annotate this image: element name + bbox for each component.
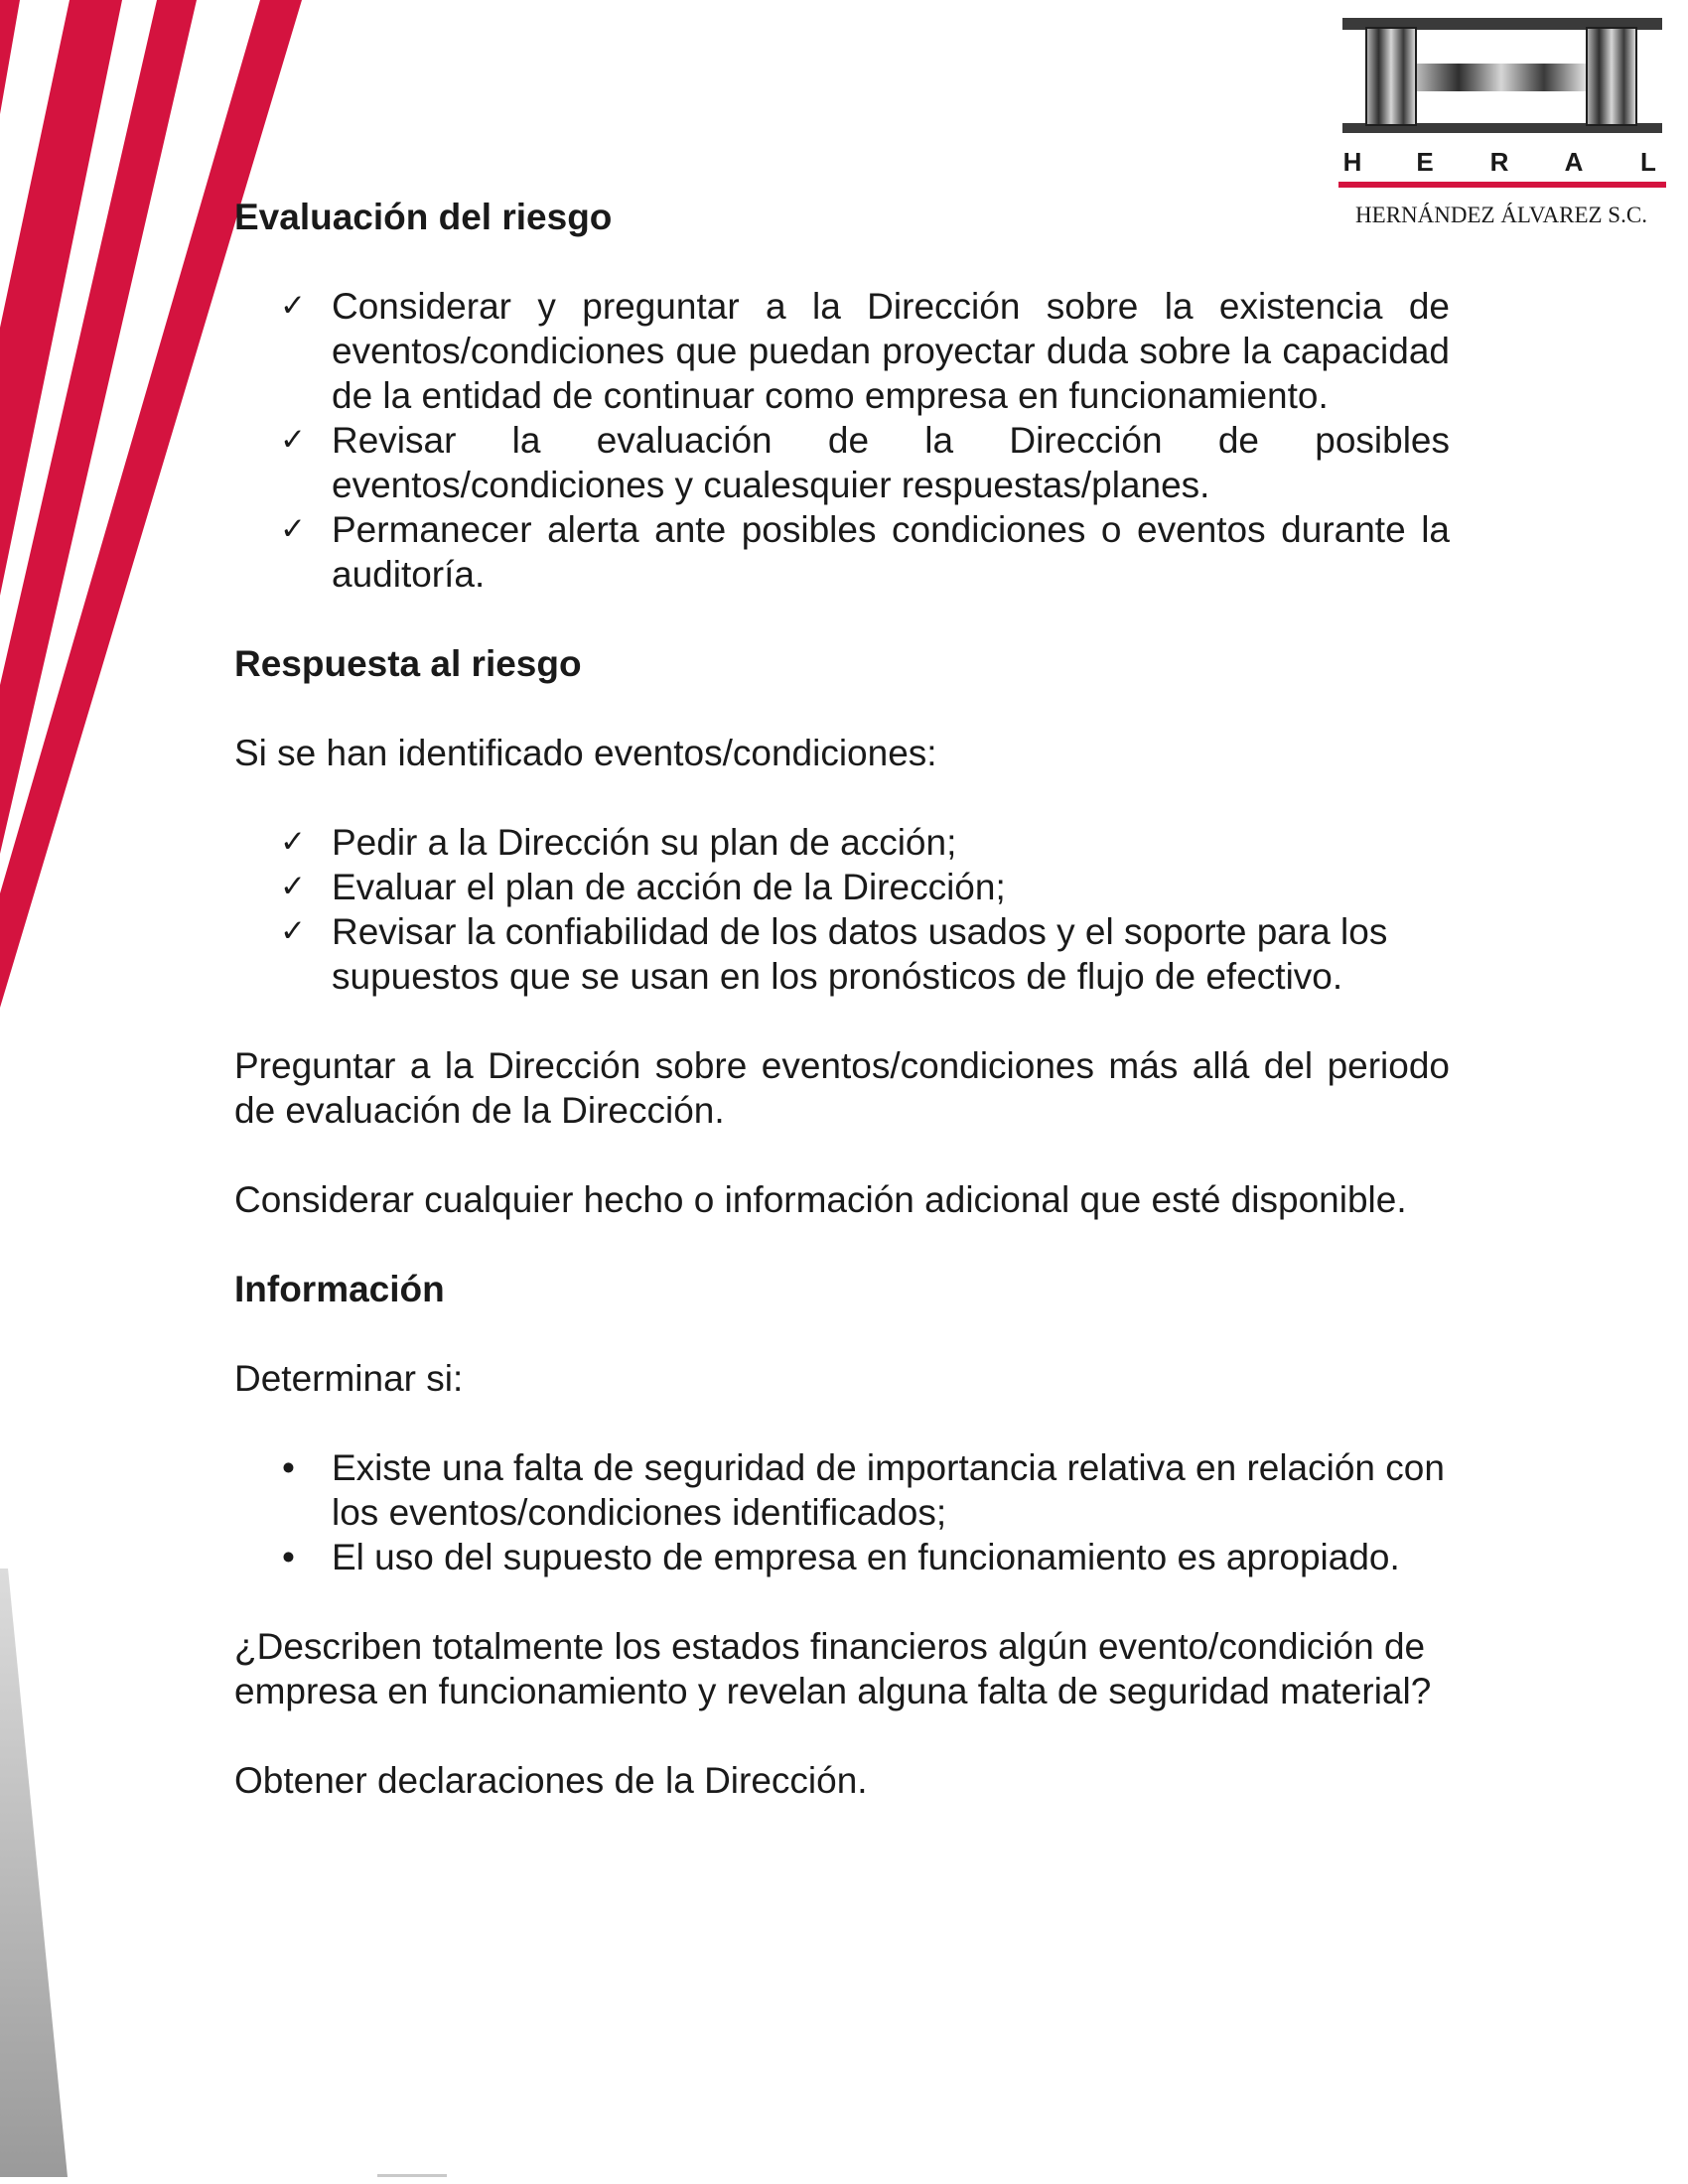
list-item-text: Revisar la evaluación de la Dirección de posibles eventos/condiciones y cualesquier respuestas/planes. xyxy=(332,420,1450,505)
checkmark-icon: ✓ xyxy=(280,288,306,324)
checkmark-icon: ✓ xyxy=(280,422,306,458)
list-item-text: Pedir a la Dirección su plan de acción; xyxy=(332,822,957,863)
logo-wordmark-letter: H xyxy=(1342,147,1362,177)
checklist-evaluacion xyxy=(234,284,1450,597)
paragraph: Obtener declaraciones de la Dirección. xyxy=(234,1760,868,1801)
logo-wordmark-letter: L xyxy=(1640,147,1656,177)
checklist-respuesta xyxy=(234,820,1450,999)
logo-wordmark-letter: R xyxy=(1489,147,1509,177)
checkmark-icon: ✓ xyxy=(280,824,306,860)
list-item xyxy=(234,1535,1450,1579)
list-item-text: Considerar y preguntar a la Dirección sobre la existencia de eventos/condiciones que puedan proyectar duda sobre la capacidad de la entidad de continuar como empresa en funcionamiento. xyxy=(332,286,1450,416)
list-item xyxy=(234,418,1450,507)
paragraph: Preguntar a la Dirección sobre eventos/condiciones más allá del periodo de evaluación de la Dirección. xyxy=(234,1045,1450,1131)
list-item-text: Revisar la confiabilidad de los datos usados y el soporte para los supuestos que se usan en los pronósticos de flujo de efectivo. xyxy=(332,911,1388,997)
document-body xyxy=(234,195,1450,1847)
list-item xyxy=(234,909,1450,999)
checkmark-icon: ✓ xyxy=(280,913,306,949)
list-item xyxy=(234,507,1450,597)
paragraph: ¿Describen totalmente los estados financieros algún evento/condición de empresa en funcionamiento y revelan alguna falta de seguridad material? xyxy=(234,1626,1432,1711)
checkmark-icon: ✓ xyxy=(280,511,306,547)
bullet-icon: • xyxy=(282,1537,295,1577)
paragraph: Determinar si: xyxy=(234,1358,464,1399)
paragraph: Considerar cualquier hecho o información adicional que esté disponible. xyxy=(234,1179,1407,1220)
paragraph: Si se han identificado eventos/condiciones: xyxy=(234,733,937,773)
list-item xyxy=(234,1445,1450,1535)
list-item-text: Permanecer alerta ante posibles condiciones o eventos durante la auditoría. xyxy=(332,509,1450,595)
list-item xyxy=(234,284,1450,418)
logo-wordmark-letter: E xyxy=(1416,147,1434,177)
list-item xyxy=(234,820,1450,865)
list-item-text: El uso del supuesto de empresa en funcionamiento es apropiado. xyxy=(332,1537,1400,1577)
logo-red-rule xyxy=(1338,182,1666,188)
logo-firm-name: HERNÁNDEZ ÁLVAREZ S.C. xyxy=(1355,203,1647,227)
monogram-h-icon xyxy=(1342,18,1662,133)
section-title-respuesta: Respuesta al riesgo xyxy=(234,643,582,684)
bullet-list-informacion xyxy=(234,1445,1450,1579)
checkmark-icon: ✓ xyxy=(280,869,306,904)
list-item-text: Evaluar el plan de acción de la Dirección; xyxy=(332,867,1006,907)
list-item-text: Existe una falta de seguridad de importancia relativa en relación con los eventos/condiciones identificados; xyxy=(332,1447,1445,1533)
logo-wordmark-letter: A xyxy=(1564,147,1584,177)
section-title-evaluacion: Evaluación del riesgo xyxy=(234,197,613,237)
red-stripe xyxy=(0,0,20,114)
list-item xyxy=(234,865,1450,909)
bullet-icon: • xyxy=(282,1447,295,1488)
page-footer-line xyxy=(377,2174,447,2177)
grey-stripe xyxy=(0,1569,68,2177)
section-title-informacion: Información xyxy=(234,1269,445,1309)
